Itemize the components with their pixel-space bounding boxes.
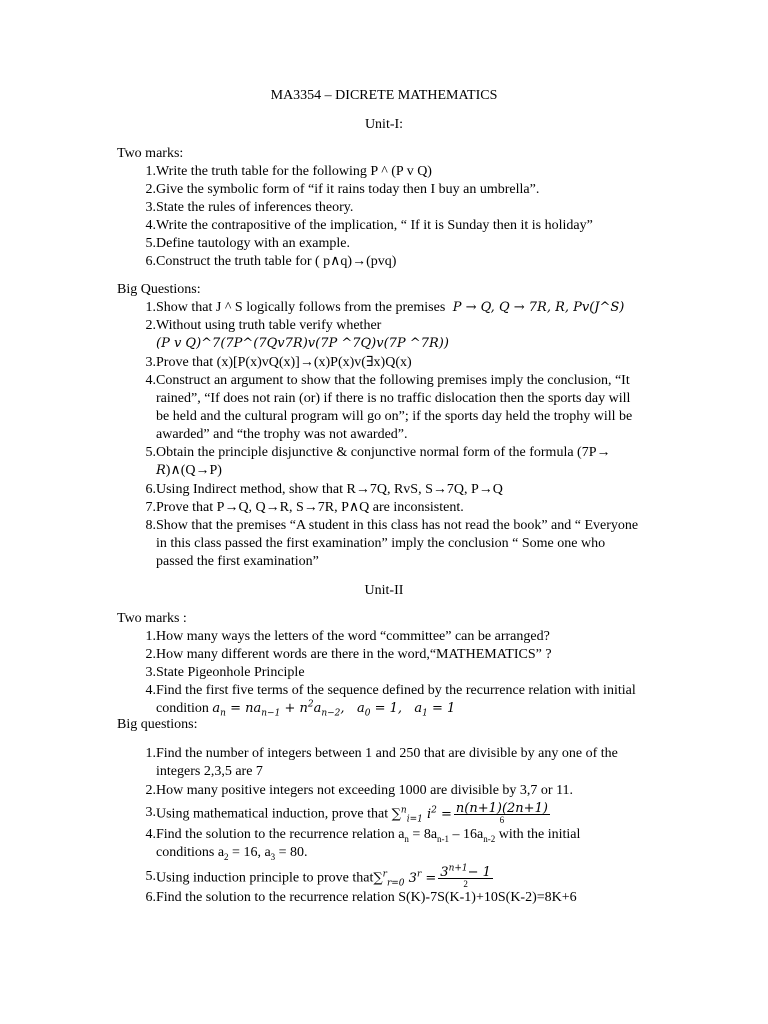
recurrence-formula: $a_n = na_{n-1} + n^2a_{n-2}$, $a_0 = 1$, $a_1 = 1$	[212, 699, 456, 719]
document-page: MA3354 – DICRETE MATHEMATICS Unit-I: Two marks: 1. Write the truth table for the following P ^ (P v Q) 2. Give the symbolic form of “if it rains today then I buy an umbrella”. 3. State the rules of inferences theory. 4. Write the contrapositive of the implication, “ If it is Sunday then it is holiday” 5. Define tautology with an example. 6. Construct the truth table for ( p∧q)→(pvq) Big Questions: 1. Show that J ^ S logically follows from the premises P → Q, Q → 7R, R, Pv(J^S) 2. Without using truth table verify whether (P v Q)^7(7P^(7Qv7R)v(7P ^7Q)v(7P ^7R)) 3. Prove that (x)[P(x)vQ(x)]→(x)P(x)v(∃x)Q(x) 4. Construct an argument to show that the following premises imply the conclusion, “It rained”, “If does not rain (or) if there is no traffic dislocation then the sports day will be held and the cultural program will go on”; if the sports day held the trophy will be awarded” and “the trophy was not awarded”. 5. Obtain the principle disjunctive & conjunctive normal form of the formula (7P→ R)∧(Q→P) 6. Using Indirect method, show that R→7Q, RvS, S→7Q, P→Q 7. Prove that P→Q, Q→R, S→7R, P∧Q are inconsistent. 8. Show that the premises “A student in this class has not read the book” and “ Everyone in this class passed the first examination” imply the conclusion “ Some one who passed the first examination” Unit-II Two marks : 1. How many ways the letters of the word “committee” can be arranged? 2. How many different words are there in the word,“MATHEMATICS” ? 3. State Pigeonhole Principle 4. Find the first five terms of the sequence defined by the recurrence relation with initial condition $a_n = na_{n-1} + n^2a_{n-2}$, $a_0 = 1$, $a_1 = 1$ Big questions: 1. Find the number of integers between 1 and 250 that are divisible by any one of the integers 2,3,5 are 7 2. How many positive integers not exceeding 1000 are divisible by 3,7 or 11. 3. Using mathematical induction, prove that ∑$^n_{i=1}$ $i^2$ = $\frac{n(n+1)(2n+1)}{6}$ 4. Find the solution to the recurrence relation $a_n = 8a_{n-1} - 16a_{n-2}$ with the initial conditions $a_2 = 16$, $a_3 = 80$. 5. Using induction principle to prove that∑$^r_{r=0}$ $3^r$ = $\frac{3^{n+1}- 1}{2}$ 6. Find the solution to the recurrence relation S(K)-7S(K-1)+10S(K-2)=8K+6	[0, 0, 768, 1024]
unit-2-two-marks-heading: Two marks :	[117, 611, 187, 626]
unit-1-label: Unit-I:	[364, 117, 404, 132]
unit-1-two-marks-heading: Two marks:	[117, 146, 184, 161]
fraction: $\frac{3^{n+1}- 1}{2}$	[440, 863, 491, 889]
fraction: $\frac{n(n+1)(2n+1)}{6}$	[455, 801, 548, 825]
document-title: MA3354 – DICRETE MATHEMATICS	[270, 88, 498, 103]
unit-2-label: Unit-II	[364, 583, 404, 598]
unit-2-big-questions-heading: Big questions:	[117, 717, 198, 732]
sum-formula: ∑$^n_{i=1}$ $i^2$ =	[391, 805, 452, 825]
unit-1-big-questions-heading: Big Questions:	[117, 282, 201, 297]
induction-sum: ∑$^r_{r=0}$ $3^r$ =	[373, 869, 437, 889]
